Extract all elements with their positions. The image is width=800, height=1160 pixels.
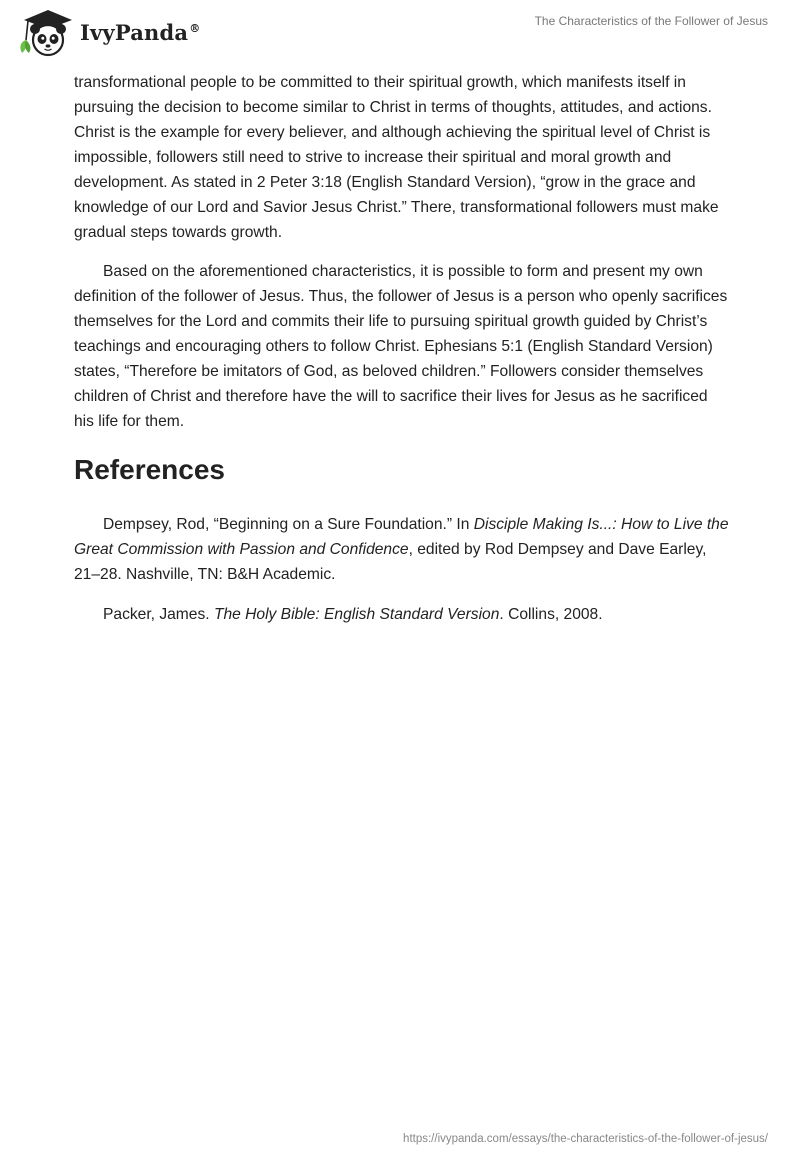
page-header bbox=[0, 0, 800, 70]
document-title: The Characteristics of the Follower of Jesus bbox=[534, 14, 768, 28]
body-paragraph: transformational people to be committed to their spiritual growth, which manifests itself in pursuing the decision to become similar to Christ in terms of thoughts, attitudes, and actions. Christ is the example for every believer, and although achieving the spiritual level of Christ is impossible, followers still need to strive to increase their spiritual and moral growth and development. As stated in 2 Peter 3:18 (English Standard Version), “grow in the grace and knowledge of our Lord and Savior Jesus Christ.” There, transformational followers must make gradual steps towards growth. bbox=[74, 74, 719, 241]
essay-content bbox=[74, 70, 730, 642]
references-heading: References bbox=[74, 454, 225, 485]
registered-mark: ® bbox=[189, 21, 201, 35]
reference-entry: Dempsey, Rod, “Beginning on a Sure Foundation.” In Disciple Making Is...: How to Live the Great Commission with Passion and Confidence, edited by Rod Dempsey and Dave Earley, 21–28. Nashville, TN: B&H Academic. bbox=[74, 516, 729, 583]
source-url[interactable]: https://ivypanda.com/essays/the-characteristics-of-the-follower-of-jesus/ bbox=[403, 1133, 768, 1145]
body-paragraph: Based on the aforementioned characteristics, it is possible to form and present my own definition of the follower of Jesus. Thus, the follower of Jesus is a person who openly sacrifices themselves for the Lord and commits their life to pursuing spiritual growth guided by Christ’s teachings and encouraging others to follow Christ. Ephesians 5:1 (English Standard Version) states, “Therefore be imitators of God, as beloved children.” Followers consider themselves children of Christ and therefore have the will to sacrifice their lives for Jesus as he sacrificed his life for them. bbox=[74, 263, 728, 430]
panda-graduate-icon bbox=[14, 6, 74, 58]
reference-entry: Packer, James. The Holy Bible: English Standard Version. Collins, 2008. bbox=[103, 606, 603, 623]
ivypanda-logo[interactable] bbox=[14, 6, 200, 58]
logo-wordmark: IvyPanda® bbox=[80, 19, 201, 45]
